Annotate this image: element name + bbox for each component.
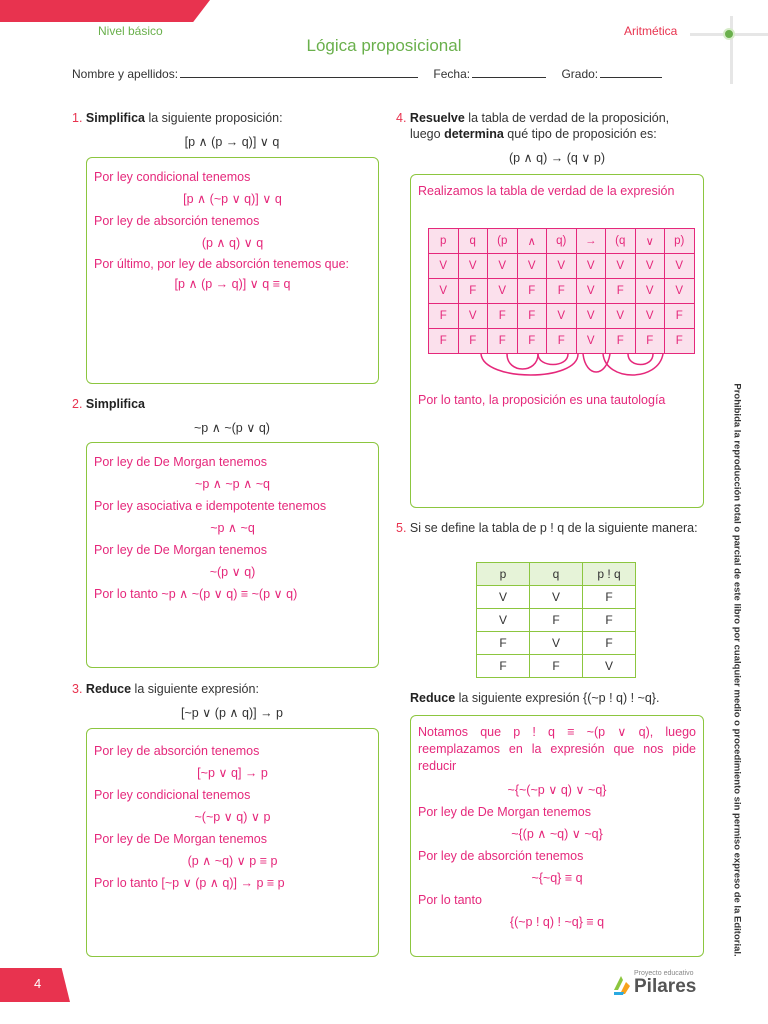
q5-line: {(~p ! q) ! ~q} ≡ q bbox=[509, 915, 605, 929]
q3-line: Por lo tanto [~p ∨ (p ∧ q)] → p ≡ p bbox=[94, 876, 285, 890]
page-title: Lógica proposicional bbox=[306, 36, 462, 55]
truth-table-cell: ∧ bbox=[517, 229, 547, 254]
truth-table-cell: (q bbox=[606, 229, 636, 254]
truth-table-cell: V bbox=[576, 329, 606, 354]
definition-table-row bbox=[477, 609, 636, 632]
student-fields bbox=[72, 67, 674, 81]
definition-table-cell: F bbox=[477, 632, 530, 655]
q5-answer-box bbox=[410, 715, 704, 957]
truth-table-cell: q bbox=[458, 229, 488, 254]
q2-line: Por lo tanto ~p ∧ ~(p ∨ q) ≡ ~(p ∨ q) bbox=[94, 587, 298, 601]
definition-table-cell: V bbox=[477, 586, 530, 609]
truth-table-cell: F bbox=[429, 304, 459, 329]
truth-table-row bbox=[429, 304, 695, 329]
definition-table-cell: F bbox=[583, 609, 636, 632]
definition-table-row bbox=[477, 586, 636, 609]
truth-table-cell: V bbox=[606, 254, 636, 279]
q1-line: Por último, por ley de absorción tenemos que: bbox=[94, 257, 349, 271]
truth-table-cell: F bbox=[606, 279, 636, 304]
date-label: Fecha: bbox=[433, 67, 471, 81]
truth-table-header bbox=[429, 229, 695, 254]
truth-table-cell: → bbox=[576, 229, 606, 254]
q2-answer-box bbox=[86, 442, 379, 668]
truth-table-cell: V bbox=[458, 254, 488, 279]
q4-conclusion: Por lo tanto, la proposición es una tautología bbox=[418, 393, 666, 407]
q2-prompt: 2. Simplifica bbox=[72, 397, 145, 411]
copyright-notice: Prohibida la reproducción total o parcial de este libro por cualquier medio o procedimiento sin permiso expreso de la Editorial. bbox=[731, 383, 743, 957]
definition-table-cell: p ! q bbox=[583, 563, 636, 586]
definition-table-cell: F bbox=[583, 632, 636, 655]
q3-expression: [~p ∨ (p ∧ q)] → p bbox=[180, 706, 283, 720]
pilares-logo-icon bbox=[612, 974, 632, 996]
q1-line: [p ∧ (~p ∨ q)] ∨ q bbox=[183, 192, 282, 206]
truth-table-cell: q) bbox=[547, 229, 577, 254]
truth-table-cell: F bbox=[665, 304, 695, 329]
table-arcs bbox=[428, 348, 688, 388]
truth-table-cell: F bbox=[458, 329, 488, 354]
definition-table-row bbox=[477, 655, 636, 678]
q5-reduce-prompt: Reduce la siguiente expresión {(~p ! q) ! ~q}. bbox=[410, 691, 660, 705]
q2-expression: ~p ∧ ~(p ∨ q) bbox=[194, 421, 270, 435]
q5-line: Notamos que p ! q ≡ ~(p ∨ q), luego reemplazamos en la expresión que nos pide reducir bbox=[418, 725, 696, 773]
q3-line: Por ley condicional tenemos bbox=[94, 788, 251, 802]
definition-table-cell: V bbox=[477, 609, 530, 632]
q5-line: ~{~q} ≡ q bbox=[531, 871, 583, 885]
truth-table-cell: F bbox=[635, 329, 665, 354]
definition-table-cell: F bbox=[530, 609, 583, 632]
q3-prompt: 3. Reduce la siguiente expresión: bbox=[72, 682, 259, 696]
q2-line: ~p ∧ ~p ∧ ~q bbox=[195, 477, 270, 491]
truth-table-cell: V bbox=[576, 279, 606, 304]
truth-table-cell: V bbox=[488, 254, 518, 279]
definition-table-cell: F bbox=[583, 586, 636, 609]
q3-line: (p ∧ ~q) ∨ p ≡ p bbox=[187, 854, 278, 868]
q1-line: [p ∧ (p → q)] ∨ q ≡ q bbox=[174, 277, 291, 291]
truth-table-cell: V bbox=[576, 254, 606, 279]
grade-label: Grado: bbox=[561, 67, 599, 81]
q5-line: ~{(p ∧ ~q) ∨ ~q} bbox=[511, 827, 603, 841]
page-number: 4 bbox=[34, 976, 42, 991]
q3-line: [~p ∨ q] → p bbox=[197, 766, 268, 780]
truth-table-row bbox=[429, 279, 695, 304]
q1-line: Por ley condicional tenemos bbox=[94, 170, 251, 184]
definition-table-cell: p bbox=[477, 563, 530, 586]
q2-line: ~(p ∨ q) bbox=[209, 565, 256, 579]
truth-table-cell: V bbox=[635, 254, 665, 279]
q3-line: ~(~p ∨ q) ∨ p bbox=[194, 810, 271, 824]
truth-table-cell: (p bbox=[488, 229, 518, 254]
truth-table-cell: V bbox=[606, 304, 636, 329]
q2-line: Por ley de De Morgan tenemos bbox=[94, 455, 268, 469]
name-field[interactable] bbox=[180, 67, 418, 78]
q2-line: Por ley asociativa e idempotente tenemos bbox=[94, 499, 327, 513]
truth-table-cell: F bbox=[606, 329, 636, 354]
truth-table-cell: V bbox=[547, 304, 577, 329]
q3-line: Por ley de absorción tenemos bbox=[94, 744, 260, 758]
truth-table-row bbox=[429, 254, 695, 279]
truth-table-cell: V bbox=[665, 279, 695, 304]
q4-answer-box bbox=[410, 174, 704, 508]
truth-table-cell: F bbox=[517, 279, 547, 304]
q5-line: ~{~(~p ∨ q) ∨ ~q} bbox=[507, 783, 607, 797]
q5-prompt: 5. Si se define la tabla de p ! q de la siguiente manera: bbox=[396, 521, 698, 535]
definition-table-cell: V bbox=[530, 586, 583, 609]
name-label: Nombre y apellidos: bbox=[72, 67, 179, 81]
truth-table-cell: F bbox=[458, 279, 488, 304]
q2-line: Por ley de De Morgan tenemos bbox=[94, 543, 268, 557]
truth-table-cell: ∨ bbox=[635, 229, 665, 254]
q1-answer-box bbox=[86, 157, 379, 384]
truth-table-cell: V bbox=[635, 304, 665, 329]
grade-field[interactable] bbox=[600, 67, 662, 78]
date-field[interactable] bbox=[472, 67, 546, 78]
truth-table-cell: V bbox=[429, 254, 459, 279]
q3-line: Por ley de De Morgan tenemos bbox=[94, 832, 268, 846]
truth-table-cell: F bbox=[488, 329, 518, 354]
truth-table-cell: F bbox=[488, 304, 518, 329]
truth-table-cell: V bbox=[488, 279, 518, 304]
q3-answer-box bbox=[86, 728, 379, 957]
q4-intro: Realizamos la tabla de verdad de la expresión bbox=[418, 184, 675, 198]
truth-table-cell: V bbox=[576, 304, 606, 329]
definition-table-cell: F bbox=[530, 655, 583, 678]
truth-table-cell: V bbox=[458, 304, 488, 329]
subject-label: Aritmética bbox=[624, 24, 678, 38]
q5-line: Por ley de De Morgan tenemos bbox=[418, 805, 592, 819]
truth-table bbox=[428, 228, 695, 354]
q2-line: ~p ∧ ~q bbox=[210, 521, 255, 535]
q1-prompt: 1. Simplifica la siguiente proposición: bbox=[72, 111, 283, 125]
truth-table-cell: F bbox=[665, 329, 695, 354]
truth-table-cell: V bbox=[547, 254, 577, 279]
q5-line: Por ley de absorción tenemos bbox=[418, 849, 584, 863]
definition-table-cell: V bbox=[530, 632, 583, 655]
truth-table-cell: V bbox=[635, 279, 665, 304]
definition-table-cell: V bbox=[583, 655, 636, 678]
truth-table-cell: F bbox=[547, 329, 577, 354]
q1-expression: [p ∧ (p → q)] ∨ q bbox=[184, 135, 280, 149]
definition-table-cell: q bbox=[530, 563, 583, 586]
definition-table-cell: F bbox=[477, 655, 530, 678]
q5-line: Por lo tanto bbox=[418, 893, 482, 907]
truth-table-cell: p) bbox=[665, 229, 695, 254]
truth-table-cell: V bbox=[665, 254, 695, 279]
definition-table-row bbox=[477, 632, 636, 655]
definition-table bbox=[476, 562, 636, 678]
truth-table-cell: V bbox=[429, 279, 459, 304]
truth-table-cell: p bbox=[429, 229, 459, 254]
truth-table-cell: F bbox=[517, 304, 547, 329]
truth-table-cell: F bbox=[429, 329, 459, 354]
q4-expression: (p ∧ q) → (q ∨ p) bbox=[508, 151, 606, 165]
truth-table-cell: F bbox=[517, 329, 547, 354]
definition-table-header bbox=[477, 563, 636, 586]
level-label: Nivel básico bbox=[98, 24, 163, 38]
truth-table-cell: F bbox=[547, 279, 577, 304]
q1-line: (p ∧ q) ∨ q bbox=[201, 236, 264, 250]
q1-line: Por ley de absorción tenemos bbox=[94, 214, 260, 228]
q4-prompt: 4. Resuelve la tabla de verdad de la proposición, luego determina qué tipo de proposición es: bbox=[396, 111, 670, 141]
truth-table-cell: V bbox=[517, 254, 547, 279]
header-tab bbox=[0, 0, 210, 22]
